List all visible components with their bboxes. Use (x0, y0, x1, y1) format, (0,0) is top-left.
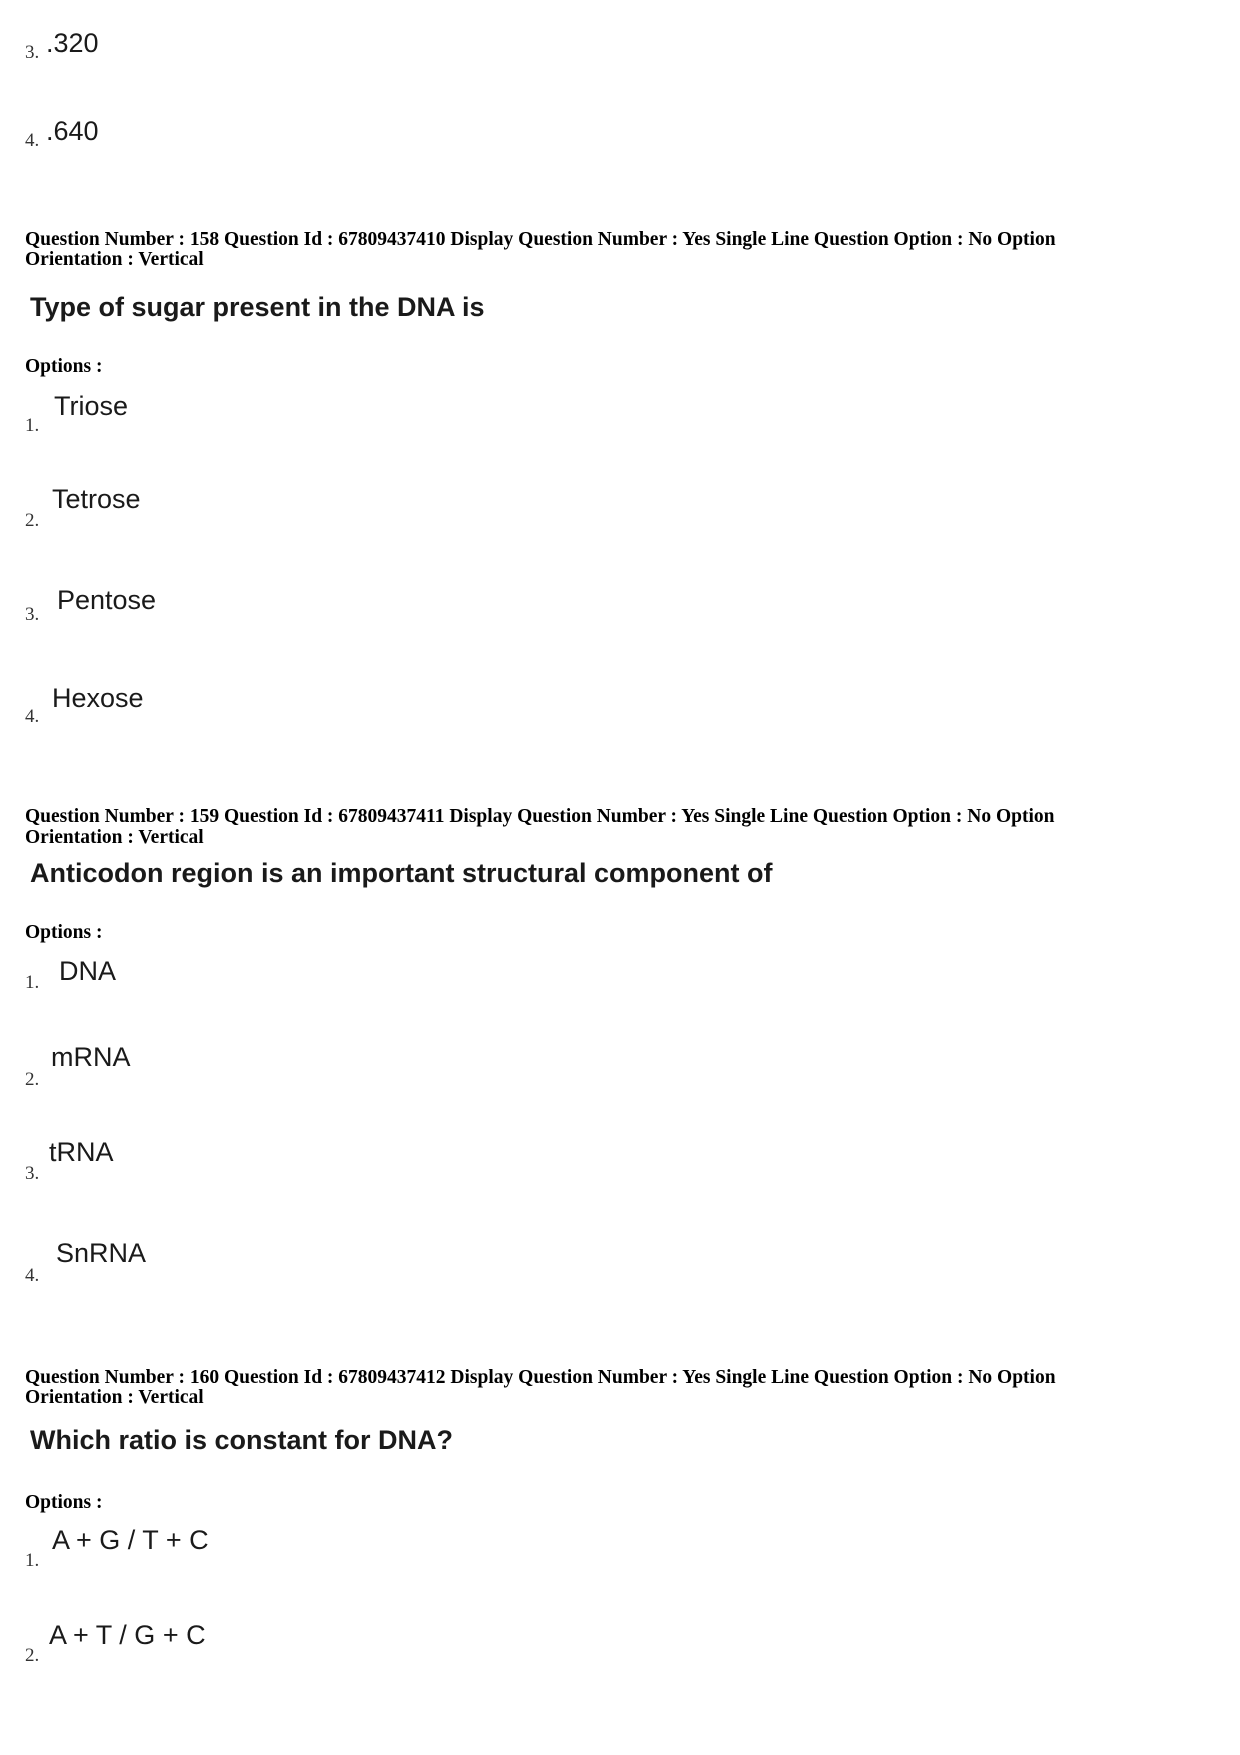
option-text: Hexose (52, 683, 144, 713)
option-text: mRNA (51, 1042, 131, 1072)
options-label: Options : (25, 356, 103, 377)
option-number: 1. (25, 972, 40, 993)
question-meta-line1: Question Number : 160 Question Id : 67809437412 Display Question Number : Yes Single Line Question Option : No Option (25, 1367, 1056, 1388)
option-number: 4. (25, 1265, 40, 1286)
option-text: tRNA (49, 1137, 114, 1167)
option-number: 4. (25, 706, 40, 727)
question-meta-line2: Orientation : Vertical (25, 1387, 204, 1408)
option-text: SnRNA (56, 1238, 147, 1268)
option-number: 1. (25, 415, 40, 436)
option-number: 3. (25, 604, 40, 625)
option-text: .640 (46, 116, 99, 146)
option-text: Triose (54, 391, 129, 421)
question-meta-line2: Orientation : Vertical (25, 827, 204, 848)
question-meta-line1: Question Number : 159 Question Id : 67809437411 Display Question Number : Yes Single Line Question Option : No Option (25, 806, 1055, 827)
option-number: 3. (25, 1163, 40, 1184)
question-text: Which ratio is constant for DNA? (30, 1425, 454, 1455)
option-text: A + G / T + C (52, 1525, 209, 1555)
option-text: .320 (46, 28, 99, 58)
question-text: Type of sugar present in the DNA is (30, 292, 485, 322)
option-text: DNA (59, 956, 117, 986)
question-text: Anticodon region is an important structural component of (30, 858, 773, 888)
option-number: 2. (25, 1069, 40, 1090)
option-number: 1. (25, 1550, 40, 1571)
question-meta-line2: Orientation : Vertical (25, 249, 204, 270)
options-label: Options : (25, 922, 103, 943)
option-number: 4. (25, 130, 40, 151)
option-number: 2. (25, 1645, 40, 1666)
option-number: 3. (25, 42, 40, 63)
option-number: 2. (25, 510, 40, 531)
question-meta-line1: Question Number : 158 Question Id : 67809437410 Display Question Number : Yes Single Line Question Option : No Option (25, 229, 1056, 250)
options-label: Options : (25, 1492, 103, 1513)
option-text: A + T / G + C (49, 1620, 206, 1650)
option-text: Tetrose (52, 484, 141, 514)
option-text: Pentose (57, 585, 157, 615)
